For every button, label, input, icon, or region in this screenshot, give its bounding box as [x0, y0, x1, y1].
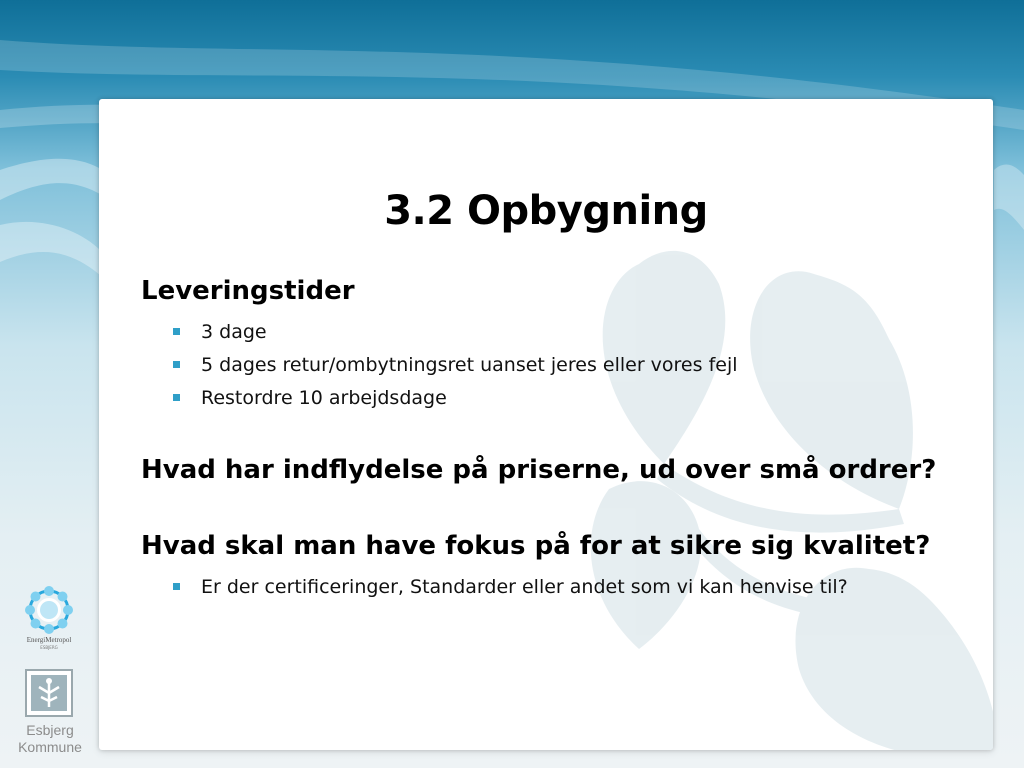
section-heading-kvalitet: Hvad skal man have fokus på for at sikre sig kvalitet?	[141, 531, 931, 561]
kommune-line-1: Esbjerg	[26, 722, 74, 738]
list-item: Restordre 10 arbejdsdage	[173, 382, 941, 415]
square-bullet-icon	[173, 583, 180, 590]
list-item: 5 dages retur/ombytningsret uanset jeres eller vores fejl	[173, 349, 941, 382]
list-item: 3 dage	[173, 316, 941, 349]
section-heading-leveringstider: Leveringstider	[141, 276, 355, 306]
energimetropol-logo-icon	[22, 583, 76, 637]
bullet-list-leveringstider	[141, 316, 941, 415]
energimetropol-name: EnergiMetropol	[26, 636, 72, 644]
energimetropol-logo	[22, 583, 76, 649]
energimetropol-sub: ESBJERG	[40, 645, 58, 650]
esbjerg-kommune-label	[8, 722, 92, 756]
kommune-line-2: Kommune	[18, 739, 82, 755]
section-heading-priser: Hvad har indflydelse på priserne, ud over små ordrer?	[141, 455, 937, 485]
list-item: Er der certificeringer, Standarder eller andet som vi kan henvise til?	[173, 571, 941, 604]
slide-title: 3.2 Opbygning	[384, 188, 708, 234]
slide-card	[99, 99, 993, 750]
esbjerg-crest-icon	[25, 669, 73, 717]
bullet-list-kvalitet	[141, 571, 941, 604]
square-bullet-icon	[173, 394, 180, 401]
square-bullet-icon	[173, 361, 180, 368]
slide-body	[141, 273, 941, 604]
square-bullet-icon	[173, 328, 180, 335]
